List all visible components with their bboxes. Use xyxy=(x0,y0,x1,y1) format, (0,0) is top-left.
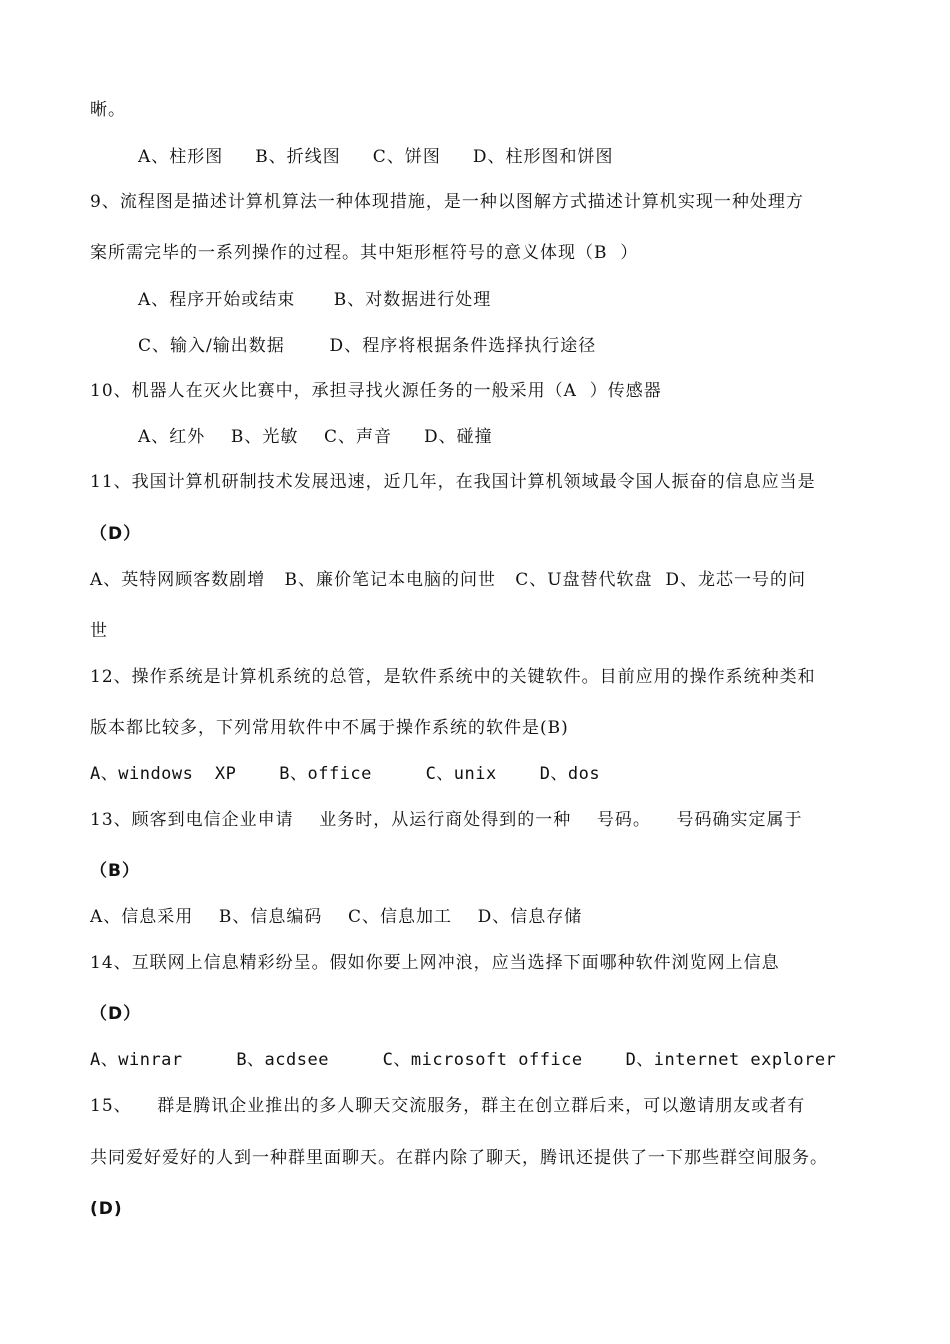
question-12-line: 12、操作系统是计算机系统的总管，是软件系统中的关键软件。目前应用的操作系统种类和 xyxy=(90,667,816,687)
option-line: A、英特网顾客数剧增 B、廉价笔记本电脑的问世 C、U盘替代软盘 D、龙芯一号的问 xyxy=(90,570,806,590)
text-line: 世 xyxy=(90,621,108,641)
question-15-line: 15、 群是腾讯企业推出的多人聊天交流服务，群主在创立群后来，可以邀请朋友或者有 xyxy=(90,1096,806,1116)
option-line: A、红外 B、光敏 C、声音 D、碰撞 xyxy=(138,427,493,447)
question-11-line: 11、我国计算机研制技术发展迅速，近几年，在我国计算机领域最令国人振奋的信息应当是 xyxy=(90,472,816,492)
option-line: A、信息采用 B、信息编码 C、信息加工 D、信息存储 xyxy=(90,907,583,927)
option-line: A、winrar B、acdsee C、microsoft office D、internet explorer xyxy=(90,1050,837,1070)
answer-line: （B） xyxy=(90,861,140,881)
option-line: A、windows XP B、office C、unix D、dos xyxy=(90,764,601,784)
answer-line: （D） xyxy=(90,1004,142,1024)
question-10-line: 10、机器人在灭火比赛中，承担寻找火源任务的一般采用（A ）传感器 xyxy=(90,381,662,401)
option-line: A、程序开始或结束 B、对数据进行处理 xyxy=(138,290,492,310)
question-9-line: 9、流程图是描述计算机算法一种体现措施，是一种以图解方式描述计算机实现一种处理方 xyxy=(90,192,804,212)
question-9-line-2: 案所需完毕的一系列操作的过程。其中矩形框符号的意义体现（B ） xyxy=(90,243,639,263)
question-12-line-2: 版本都比较多，下列常用软件中不属于操作系统的软件是(B) xyxy=(90,718,569,738)
option-line: C、输入/输出数据 D、程序将根据条件选择执行途径 xyxy=(138,336,597,356)
question-13-line: 13、顾客到电信企业申请 业务时，从运行商处得到的一种 号码。 号码确实定属于 xyxy=(90,810,803,830)
option-line: A、柱形图 B、折线图 C、饼图 D、柱形图和饼图 xyxy=(138,147,614,167)
answer-line: (D) xyxy=(90,1199,123,1219)
text-line: 晰。 xyxy=(90,100,126,120)
question-14-line: 14、互联网上信息精彩纷呈。假如你要上网冲浪，应当选择下面哪种软件浏览网上信息 xyxy=(90,953,780,973)
question-15-line-2: 共同爱好爱好的人到一种群里面聊天。在群内除了聊天，腾讯还提供了一下那些群空间服务。 xyxy=(90,1148,828,1168)
answer-line: （D） xyxy=(90,524,142,544)
